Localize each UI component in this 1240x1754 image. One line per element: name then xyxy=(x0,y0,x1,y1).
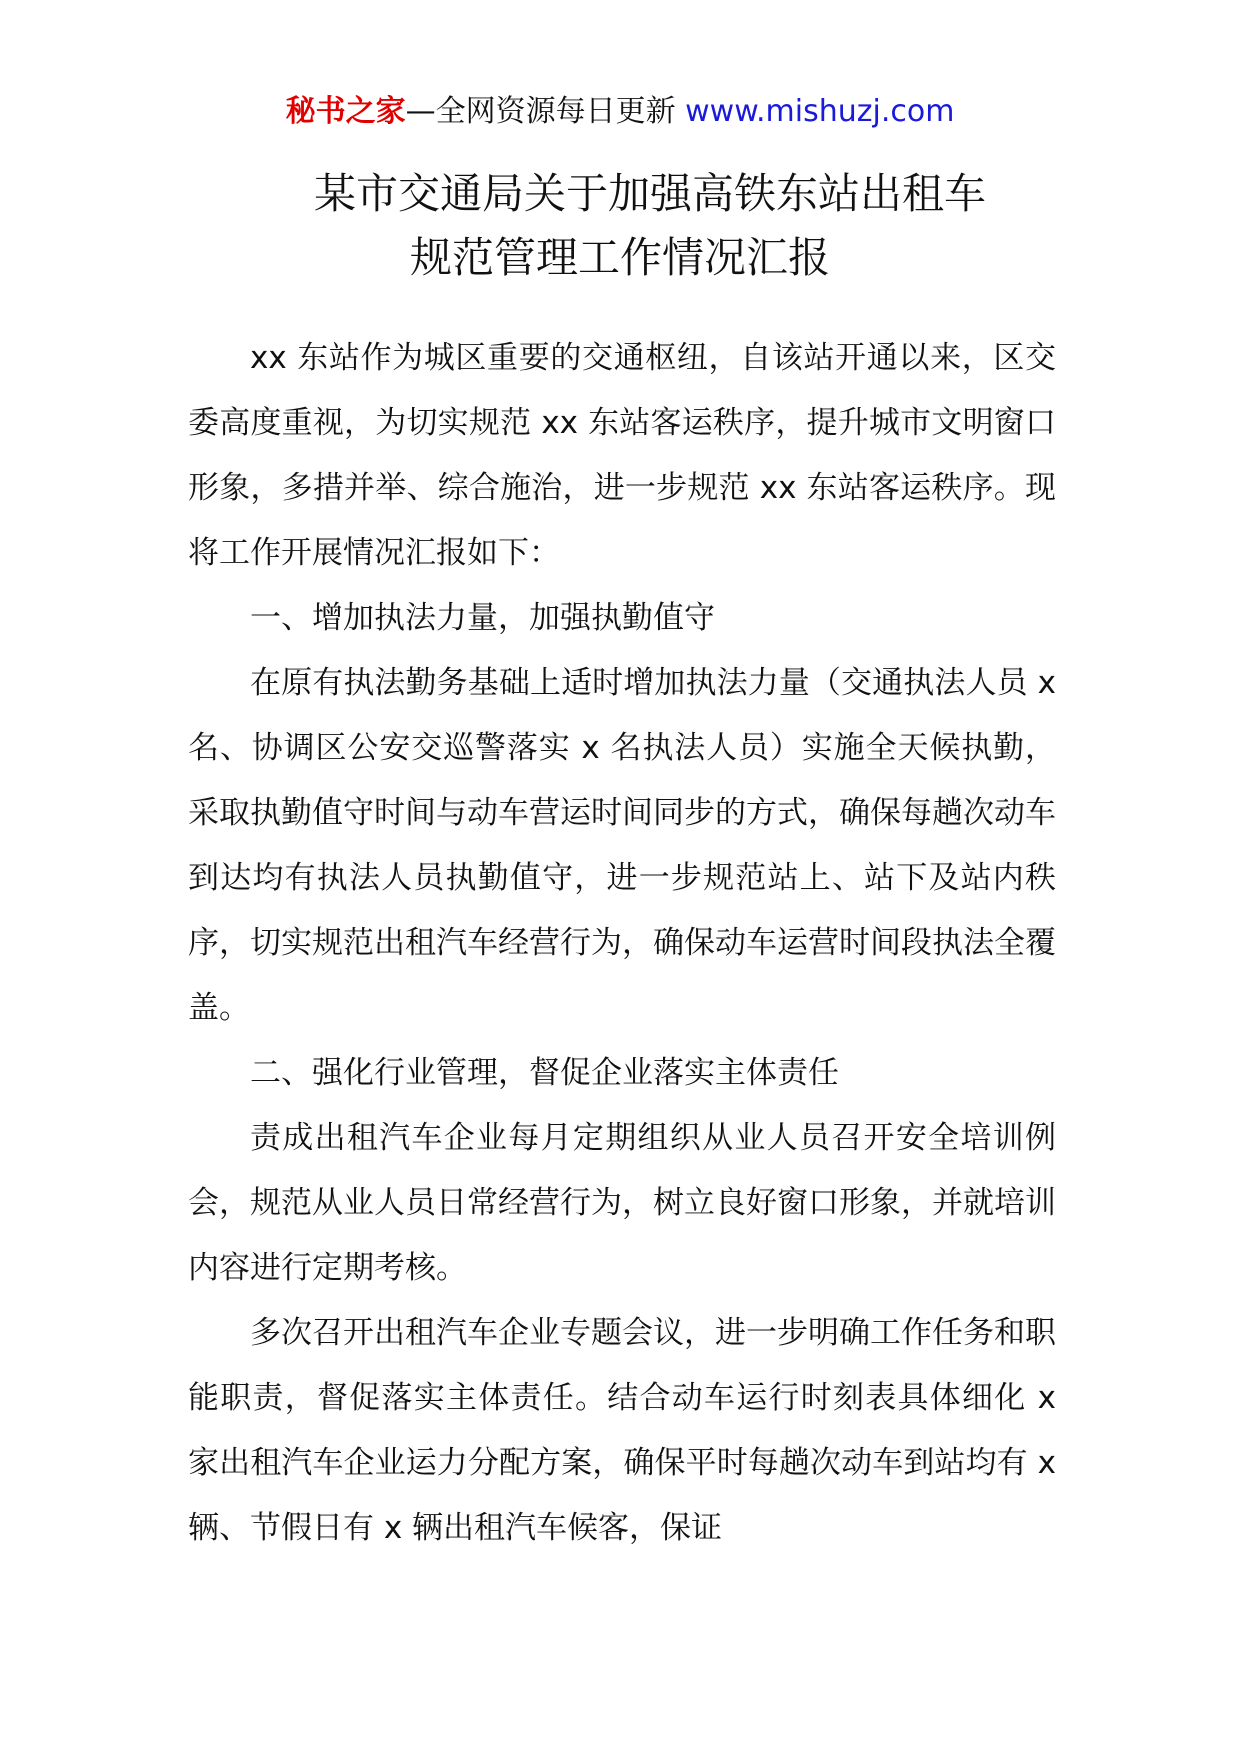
site-header xyxy=(0,92,1240,132)
brand-name: 秘书之家 xyxy=(285,94,406,129)
site-url-link[interactable]: www.mishuzj.com xyxy=(685,94,955,129)
document-title-line-2: 规范管理工作情况汇报 xyxy=(409,233,830,282)
section-heading-1: 一、增加执法力量，加强执勤值守 xyxy=(250,600,715,636)
paragraph-section-2a: 责成出租汽车企业每月定期组织从业人员召开安全培训例会，规范从业人员日常经营行为，树立良好窗口形象，并就培训内容进行定期考核。 xyxy=(188,1120,1056,1286)
header-tagline: —全网资源每日更新 xyxy=(405,94,676,129)
section-heading-2: 二、强化行业管理，督促企业落实主体责任 xyxy=(250,1055,839,1091)
paragraph-section-2b: 多次召开出租汽车企业专题会议，进一步明确工作任务和职能职责，督促落实主体责任。结合动车运行时刻表具体细化 x 家出租汽车企业运力分配方案，确保平时每趟次动车到站均有 x 辆、节假日有 x 辆出租汽车候客，保证 xyxy=(188,1315,1056,1546)
document-body xyxy=(188,326,1056,1561)
paragraph-section-1: 在原有执法勤务基础上适时增加执法力量（交通执法人员 x 名、协调区公安交巡警落实 x 名执法人员）实施全天候执勤，采取执勤值守时间与动车营运时间同步的方式，确保每趟次动车到达均有执法人员执勤值守，进一步规范站上、站下及站内秩序，切实规范出租汽车经营行为，确保动车运营时间段执法全覆盖。 xyxy=(188,665,1056,1026)
paragraph-intro: xx 东站作为城区重要的交通枢纽，自该站开通以来，区交委高度重视，为切实规范 xx 东站客运秩序，提升城市文明窗口形象，多措并举、综合施治，进一步规范 xx 东站客运秩序。现将工作开展情况汇报如下： xyxy=(188,340,1056,571)
document-title-line-1: 某市交通局关于加强高铁东站出租车 xyxy=(313,169,986,218)
